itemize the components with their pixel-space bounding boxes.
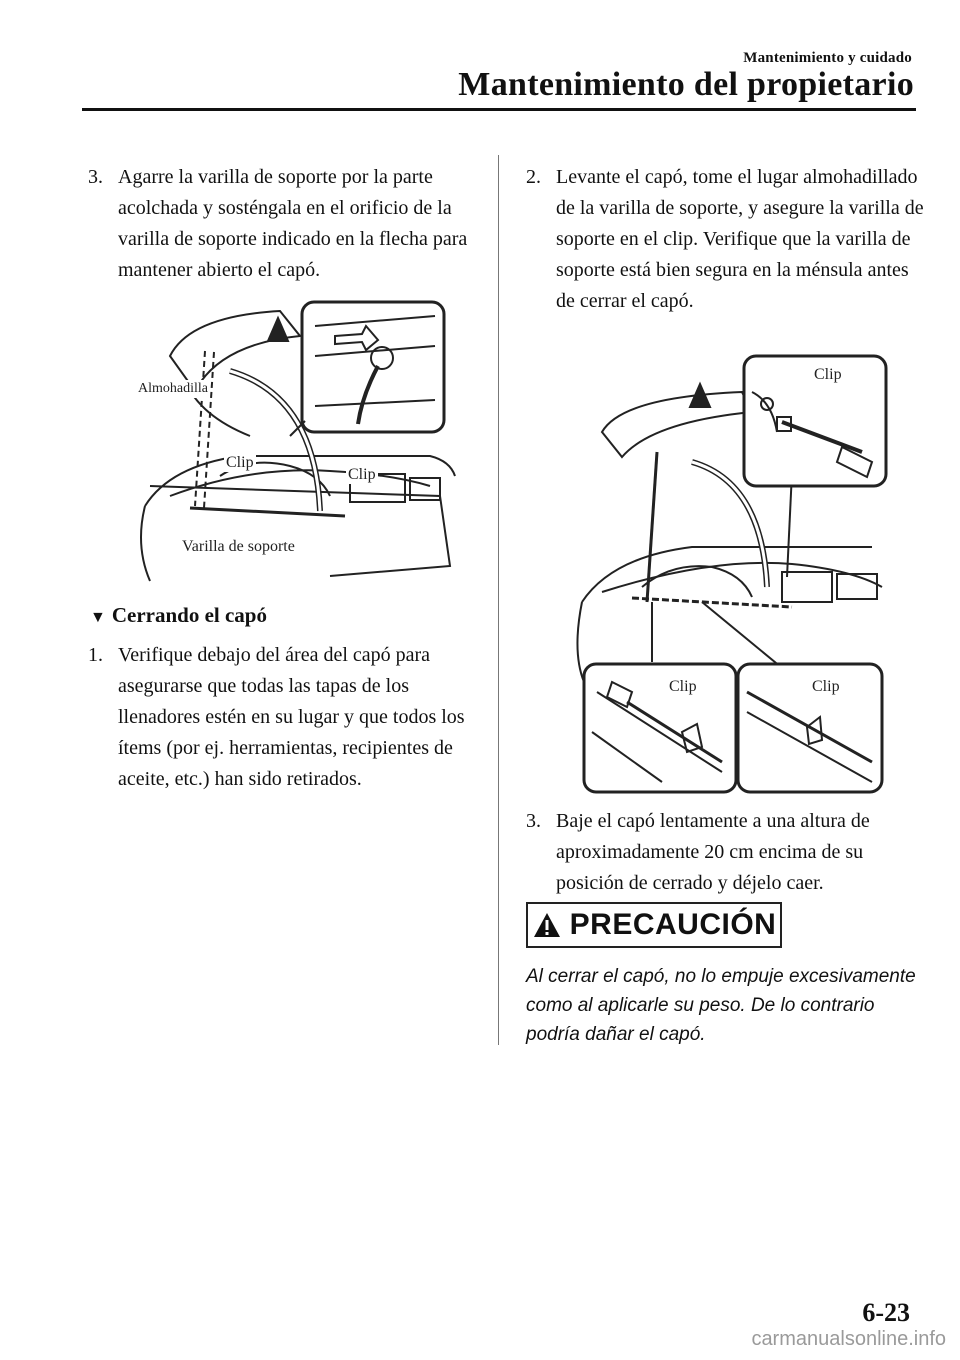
figure-support-rod-clips	[572, 352, 892, 794]
step-number: 1.	[88, 644, 103, 666]
label-support-rod: Varilla de soporte	[182, 538, 295, 555]
section-subheading	[90, 603, 267, 628]
step-text: Levante el capó, tome el lugar almohadillado de la varilla de soporte, y asegure la varilla de soporte en el clip. Verifique que la varilla de soporte está bien segura en la ménsula antes de cerrar el capó.	[556, 166, 924, 312]
step-number: 3.	[526, 810, 541, 832]
step-3-right	[526, 806, 926, 899]
step-text: Agarre la varilla de soporte por la parte acolchada y sosténgala en el orificio de la varilla de soporte indicado en la flecha para mantener abierto el capó.	[118, 166, 468, 281]
section-name: Mantenimiento y cuidado	[743, 50, 912, 66]
header-rule	[82, 108, 916, 111]
step-text: Verifique debajo del área del capó para asegurarse que todas las tapas de los llenadores estén en su lugar y que todos los ítems (por ej. herramientas, recipientes de aceite, etc.) han sido retirados.	[118, 644, 465, 790]
page-title: Mantenimiento del propietario	[458, 66, 914, 103]
label-pad: Almohadilla	[138, 381, 208, 396]
step-number: 3.	[88, 166, 103, 188]
subheading-text: Cerrando el capó	[111, 603, 267, 627]
caution-banner	[526, 902, 782, 948]
column-divider	[498, 155, 499, 1045]
triangle-marker-icon: ▼	[90, 609, 106, 626]
page-number: 6-23	[862, 1298, 910, 1327]
figure-support-rod-open	[130, 296, 460, 588]
label-clip-top: Clip	[814, 366, 842, 383]
label-clip-b: Clip	[348, 466, 376, 483]
step-number: 2.	[526, 166, 541, 188]
label-clip-bottom-left: Clip	[669, 678, 697, 695]
label-clip-a: Clip	[226, 454, 254, 471]
hood-clips-illustration	[572, 352, 892, 794]
caution-title: PRECAUCIÓN	[569, 908, 777, 941]
step-2-right	[526, 162, 926, 317]
step-1-left	[88, 640, 478, 795]
label-clip-bottom-right: Clip	[812, 678, 840, 695]
step-3-left	[88, 162, 478, 286]
watermark: carmanualsonline.info	[751, 1328, 946, 1350]
caution-text: Al cerrar el capó, no lo empuje excesivamente como al aplicarle su peso. De lo contrario podría dañar el capó.	[526, 966, 916, 1045]
step-text: Baje el capó lentamente a una altura de aproximadamente 20 cm encima de su posición de cerrado y déjelo caer.	[556, 810, 870, 894]
warning-triangle-icon	[532, 911, 562, 939]
